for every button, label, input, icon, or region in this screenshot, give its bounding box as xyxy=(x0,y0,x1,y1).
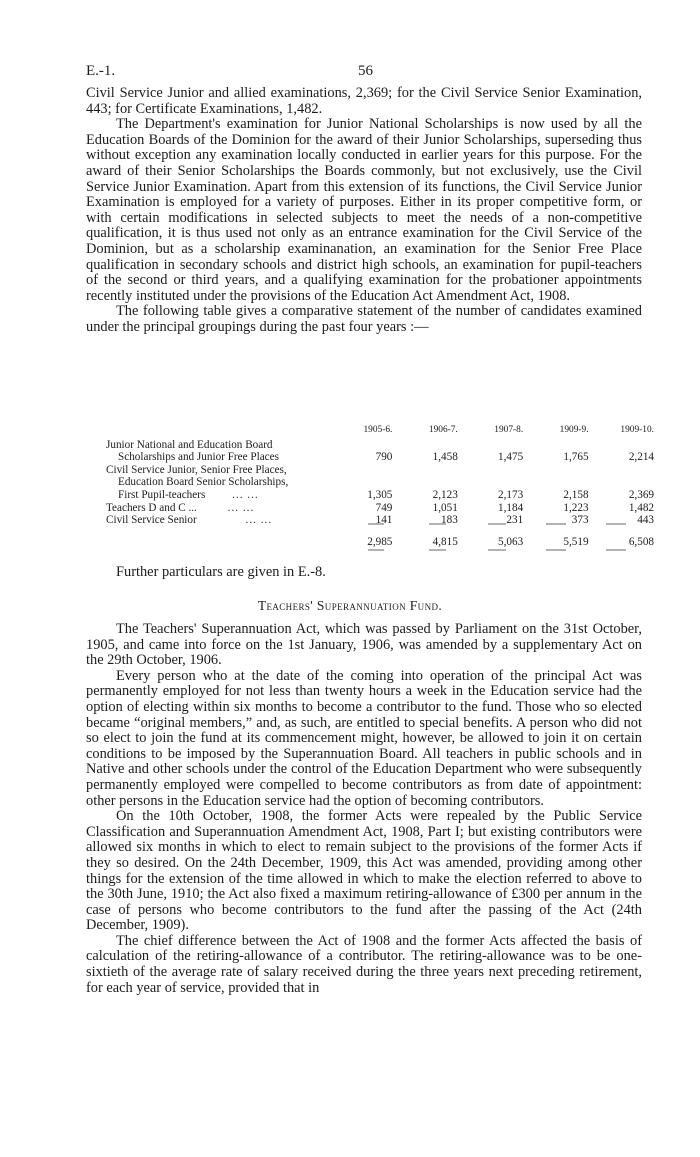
row-label-text: Teachers D and C ... xyxy=(106,501,197,514)
table-cell: 373 xyxy=(571,514,589,527)
table-cell: 1,051 xyxy=(432,501,458,514)
row-label: Junior National and Education Board xyxy=(106,438,273,451)
table-cell: 2,173 xyxy=(498,488,524,501)
table-cell: 1,475 xyxy=(498,451,524,464)
table-cell: 1,184 xyxy=(498,501,524,514)
table-cell: 749 xyxy=(375,501,393,514)
paragraph: The chief difference between the Act of 1908 and the former Acts affected the basis of calculation of the retiring-allowance of a contributor. The retiring-allowance was to be one-sixtieth of the average rate of salary received during the three years next preceding retirement, for each year of service, provided that in xyxy=(86,932,642,996)
table-cell: 2,214 xyxy=(628,451,654,464)
section-heading: Teachers' Superannuation Fund. xyxy=(257,598,443,613)
page-number: 56 xyxy=(358,63,373,79)
paragraph: On the 10th October, 1908, the former Acts were repealed by the Public Service Classification and Superannuation Amendment Act, 1908, Part I; but existing contributors were allowed six months in which to elect to remain subject to the provisions of the former Acts if they so desired. On the 24th December, 1909, this Act was amended, providing among other things for the extension of the time allowed in which to make the election referred to above to the 30th June, 1910; the Act also fixed a maximum retiring-allowance of £300 per annum in the case of persons who become contributors to the fund after the passing of the Act (24th December, 1909). xyxy=(86,808,642,934)
total-cell: 6,508 xyxy=(628,535,654,548)
paragraph: The following table gives a comparative statement of the number of candidates examined under the principal groupings during the past four years :— xyxy=(86,303,642,335)
table-cell: 183 xyxy=(441,514,458,527)
row-label xyxy=(106,489,327,502)
table-cell: 231 xyxy=(506,514,524,527)
year-header: 1907-8. xyxy=(494,425,524,435)
table-cell: 1,458 xyxy=(432,451,458,464)
table-cell: 443 xyxy=(637,514,654,527)
table-cell: 2,123 xyxy=(432,488,458,501)
table-row xyxy=(106,464,654,477)
table-cell: 2,158 xyxy=(563,488,589,501)
leader-dots: ... ... xyxy=(245,514,273,527)
report-code: E.-1. xyxy=(86,63,116,79)
row-label: Education Board Senior Scholarships, xyxy=(118,476,289,489)
table-cell: 1,223 xyxy=(563,501,589,514)
total-cell: 2,985 xyxy=(367,535,393,548)
table-row xyxy=(106,489,654,502)
total-cell: 5,519 xyxy=(563,535,589,548)
further-particulars: Further particulars are given in E.-8. xyxy=(116,564,326,580)
table-row xyxy=(106,476,654,489)
table-cell: 2,369 xyxy=(628,488,654,501)
year-header: 1909-10. xyxy=(620,425,654,435)
candidates-table xyxy=(106,424,654,548)
leader-dots: ... ... xyxy=(227,501,255,514)
paragraph: The Teachers' Superannuation Act, which was passed by Parliament on the 31st October, 1905, and came into force on the 1st January, 1906, was amended by a supplementary Act on the 29th October, 1906. xyxy=(86,621,642,669)
table-header-row xyxy=(106,424,654,439)
body-text-top xyxy=(86,86,642,336)
table-cell: 1,765 xyxy=(563,451,589,464)
table-row xyxy=(106,451,654,464)
table-cell: 1,482 xyxy=(628,501,654,514)
table-cell: 790 xyxy=(375,451,393,464)
leader-dots: ... ... xyxy=(232,488,259,501)
table-row xyxy=(106,439,654,452)
row-label xyxy=(106,502,327,515)
table-row xyxy=(106,502,654,515)
table-cell: 1,305 xyxy=(367,488,393,501)
paragraph: The Department's examination for Junior National Scholarships is now used by all the Education Boards of the Dominion for the award of their Junior Scholarships, superseding thus without exception any examination locally conducted in earlier years for this purpose. For the award of their Senior Scholarships the Boards commonly, but not exclusively, use the Civil Service Junior Examination. Apart from this extension of its functions, the Civil Service Junior Examination is employed for a variety of purposes. Either in its proper competitive form, or with certain modifications in selected subjects to meet the needs of a non-competitive qualification, it is thus used not only as an entrance examination for the Civil Service of the Dominion, but as a scholarship examinanation, an examination for the Senior Free Place qualification in secondary schools and district high schools, an examination for pupil-teachers of the second or third years, and a qualifying examination for the probationer appointments recently instituted under the provisions of the Education Act Amendment Act, 1908. xyxy=(86,116,642,304)
paragraph: Every person who at the date of the coming into operation of the principal Act was permanently employed for not less than twenty hours a week in the Education service had the option of electing within six months to become a contributor to the fund. Those who so elected became “original members,” and, as such, are entitled to special benefits. A person who did not so elect to join the fund at its commencement might, however, be allowed to join it on certain conditions to be imposed by the Superannuation Board. All teachers in public schools and in Native and other schools under the control of the Education Department who were subsequently permanently employed were compelled to become contributors as from date of appointment: other persons in the Education service had the option of becoming contributors. xyxy=(86,667,642,809)
row-label-text: First Pupil-teachers xyxy=(118,488,206,501)
row-label-text: Civil Service Senior xyxy=(106,514,197,527)
year-header: 1905-6. xyxy=(363,425,393,435)
table-cell: 141 xyxy=(375,514,393,527)
year-header: 1906-7. xyxy=(428,425,458,435)
total-cell: 5,063 xyxy=(498,535,524,548)
paragraph: Civil Service Junior and allied examinations, 2,369; for the Civil Service Senior Examination, 443; for Certificate Examinations, 1,482. xyxy=(86,85,642,117)
row-label: Civil Service Junior, Senior Free Places, xyxy=(106,463,287,476)
total-cell: 4,815 xyxy=(432,535,458,548)
row-label: Scholarships and Junior Free Places xyxy=(118,451,279,464)
body-text-bottom xyxy=(86,622,642,996)
year-header: 1909-9. xyxy=(559,425,589,435)
